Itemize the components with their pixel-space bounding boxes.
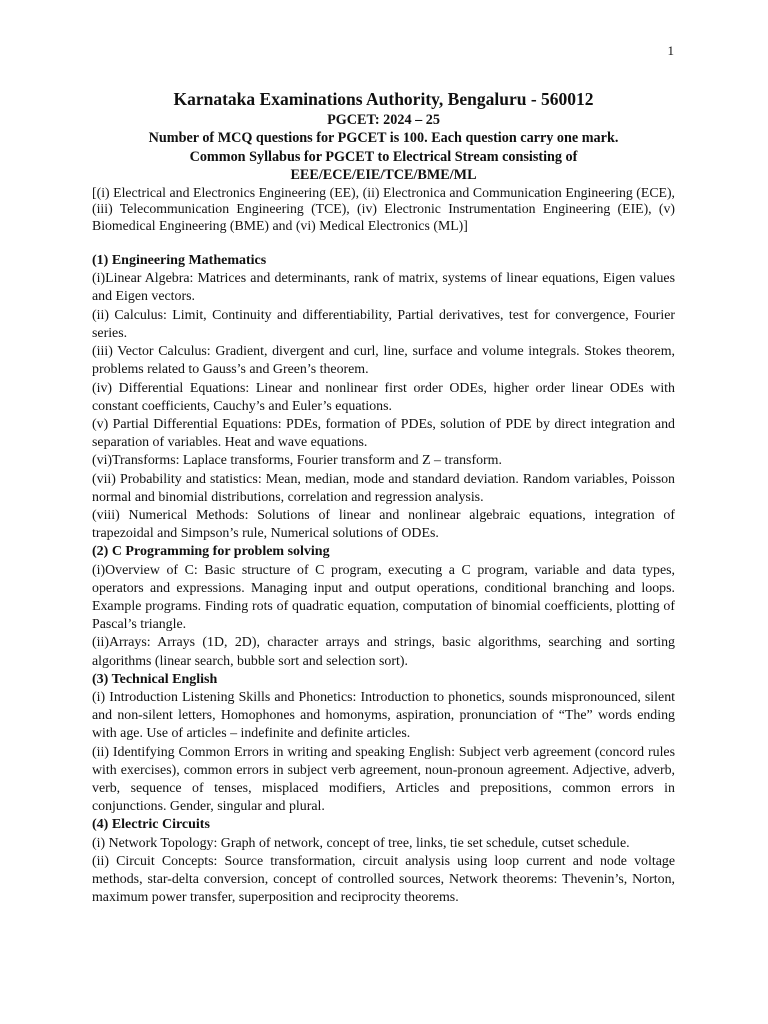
branch-scope: [(i) Electrical and Electronics Engineering (EE), (ii) Electronica and Communication Engineering (ECE), (iii) Telecommunication Engineering (TCE), (iv) Electronic Instrumentation Engineering (EIE), (v) Biomedical Engineering (BME) and (vi) Medical Electronics (ML)] [92, 185, 675, 233]
section-c-programming [92, 543, 675, 670]
topic-paragraph: (i)Overview of C: Basic structure of C program, executing a C program, variable and data types, operators and expressions. Managing input and output operations, conditional branching and loops. Example programs. Finding rots of quadratic equation, computation of binomial coefficients, plotting of Pascal’s triangle. [92, 562, 675, 633]
topic-paragraph: (ii) Identifying Common Errors in writing and speaking English: Subject verb agreement (concord rules with exercises), common errors in subject verb agreement, noun-pronoun agreement. Adjective, adverb, verb, sequence of tenses, misplaced modifiers, Articles and prepositions, common errors in conjunctions. Gender, singular and plural. [92, 744, 675, 815]
section-heading: (2) C Programming for problem solving [92, 544, 330, 560]
section-electric-circuits [92, 816, 675, 907]
spacer [92, 234, 675, 252]
topic-paragraph: (ii) Calculus: Limit, Continuity and differentiability, Partial derivatives, test for convergence, Fourier series. [92, 307, 675, 341]
question-info: Number of MCQ questions for PGCET is 100. Each question carry one mark. [148, 130, 619, 147]
document-title: Karnataka Examinations Authority, Bengaluru - 560012 [173, 89, 594, 109]
section-heading: (3) Technical English [92, 671, 218, 687]
page-number: 1 [667, 43, 674, 58]
section-technical-english [92, 671, 675, 817]
document-page [92, 87, 675, 907]
topic-paragraph: (vi)Transforms: Laplace transforms, Fourier transform and Z – transform. [92, 453, 502, 469]
section-heading: (1) Engineering Mathematics [92, 253, 267, 269]
topic-paragraph: (ii) Circuit Concepts: Source transformation, circuit analysis using loop current and node voltage methods, star-delta conversion, concept of controlled sources, Network theorems: Thevenin’s, Norton, maximum power transfer, superposition and reciprocity theorems. [92, 853, 675, 906]
exam-year: PGCET: 2024 – 25 [327, 112, 440, 128]
section-heading: (4) Electric Circuits [92, 817, 210, 833]
topic-paragraph: (vii) Probability and statistics: Mean, median, mode and standard deviation. Random variables, Poisson normal and binomial distributions, correlation and regression analysis. [92, 471, 675, 505]
topic-paragraph: (v) Partial Differential Equations: PDEs, formation of PDEs, solution of PDE by direct integration and separation of variables. Heat and wave equations. [92, 416, 675, 451]
topic-paragraph: (iv) Differential Equations: Linear and nonlinear first order ODEs, higher order linear ODEs with constant coefficients, Cauchy’s and Euler’s equations. [92, 380, 675, 414]
topic-paragraph: (ii)Arrays: Arrays (1D, 2D), character arrays and strings, basic algorithms, searching and sorting algorithms (linear search, bubble sort and selection sort). [92, 635, 675, 669]
topic-paragraph: (i) Introduction Listening Skills and Phonetics: Introduction to phonetics, sounds mispronounced, silent and non-silent letters, Homophones and homonyms, aspiration, pronunciation of “The” words ending with age. Use of articles – indefinite and definite articles. [92, 689, 675, 742]
stream-list: EEE/ECE/EIE/TCE/BME/ML [290, 166, 477, 183]
topic-paragraph: (iii) Vector Calculus: Gradient, divergent and curl, line, surface and volume integrals. Stokes theorem, problems related to Gauss’s and Green’s theorem. [92, 344, 675, 378]
syllabus-heading: Common Syllabus for PGCET to Electrical Stream consisting of [189, 148, 578, 165]
topic-paragraph: (i) Network Topology: Graph of network, concept of tree, links, tie set schedule, cutset schedule. [92, 835, 630, 851]
topic-paragraph: (viii) Numerical Methods: Solutions of linear and nonlinear algebraic equations, integration of trapezoidal and Simpson’s rule, Numerical solutions of ODEs. [92, 507, 675, 542]
section-engineering-mathematics [92, 252, 675, 543]
topic-paragraph: (i)Linear Algebra: Matrices and determinants, rank of matrix, systems of linear equations, Eigen values and Eigen vectors. [92, 271, 675, 305]
